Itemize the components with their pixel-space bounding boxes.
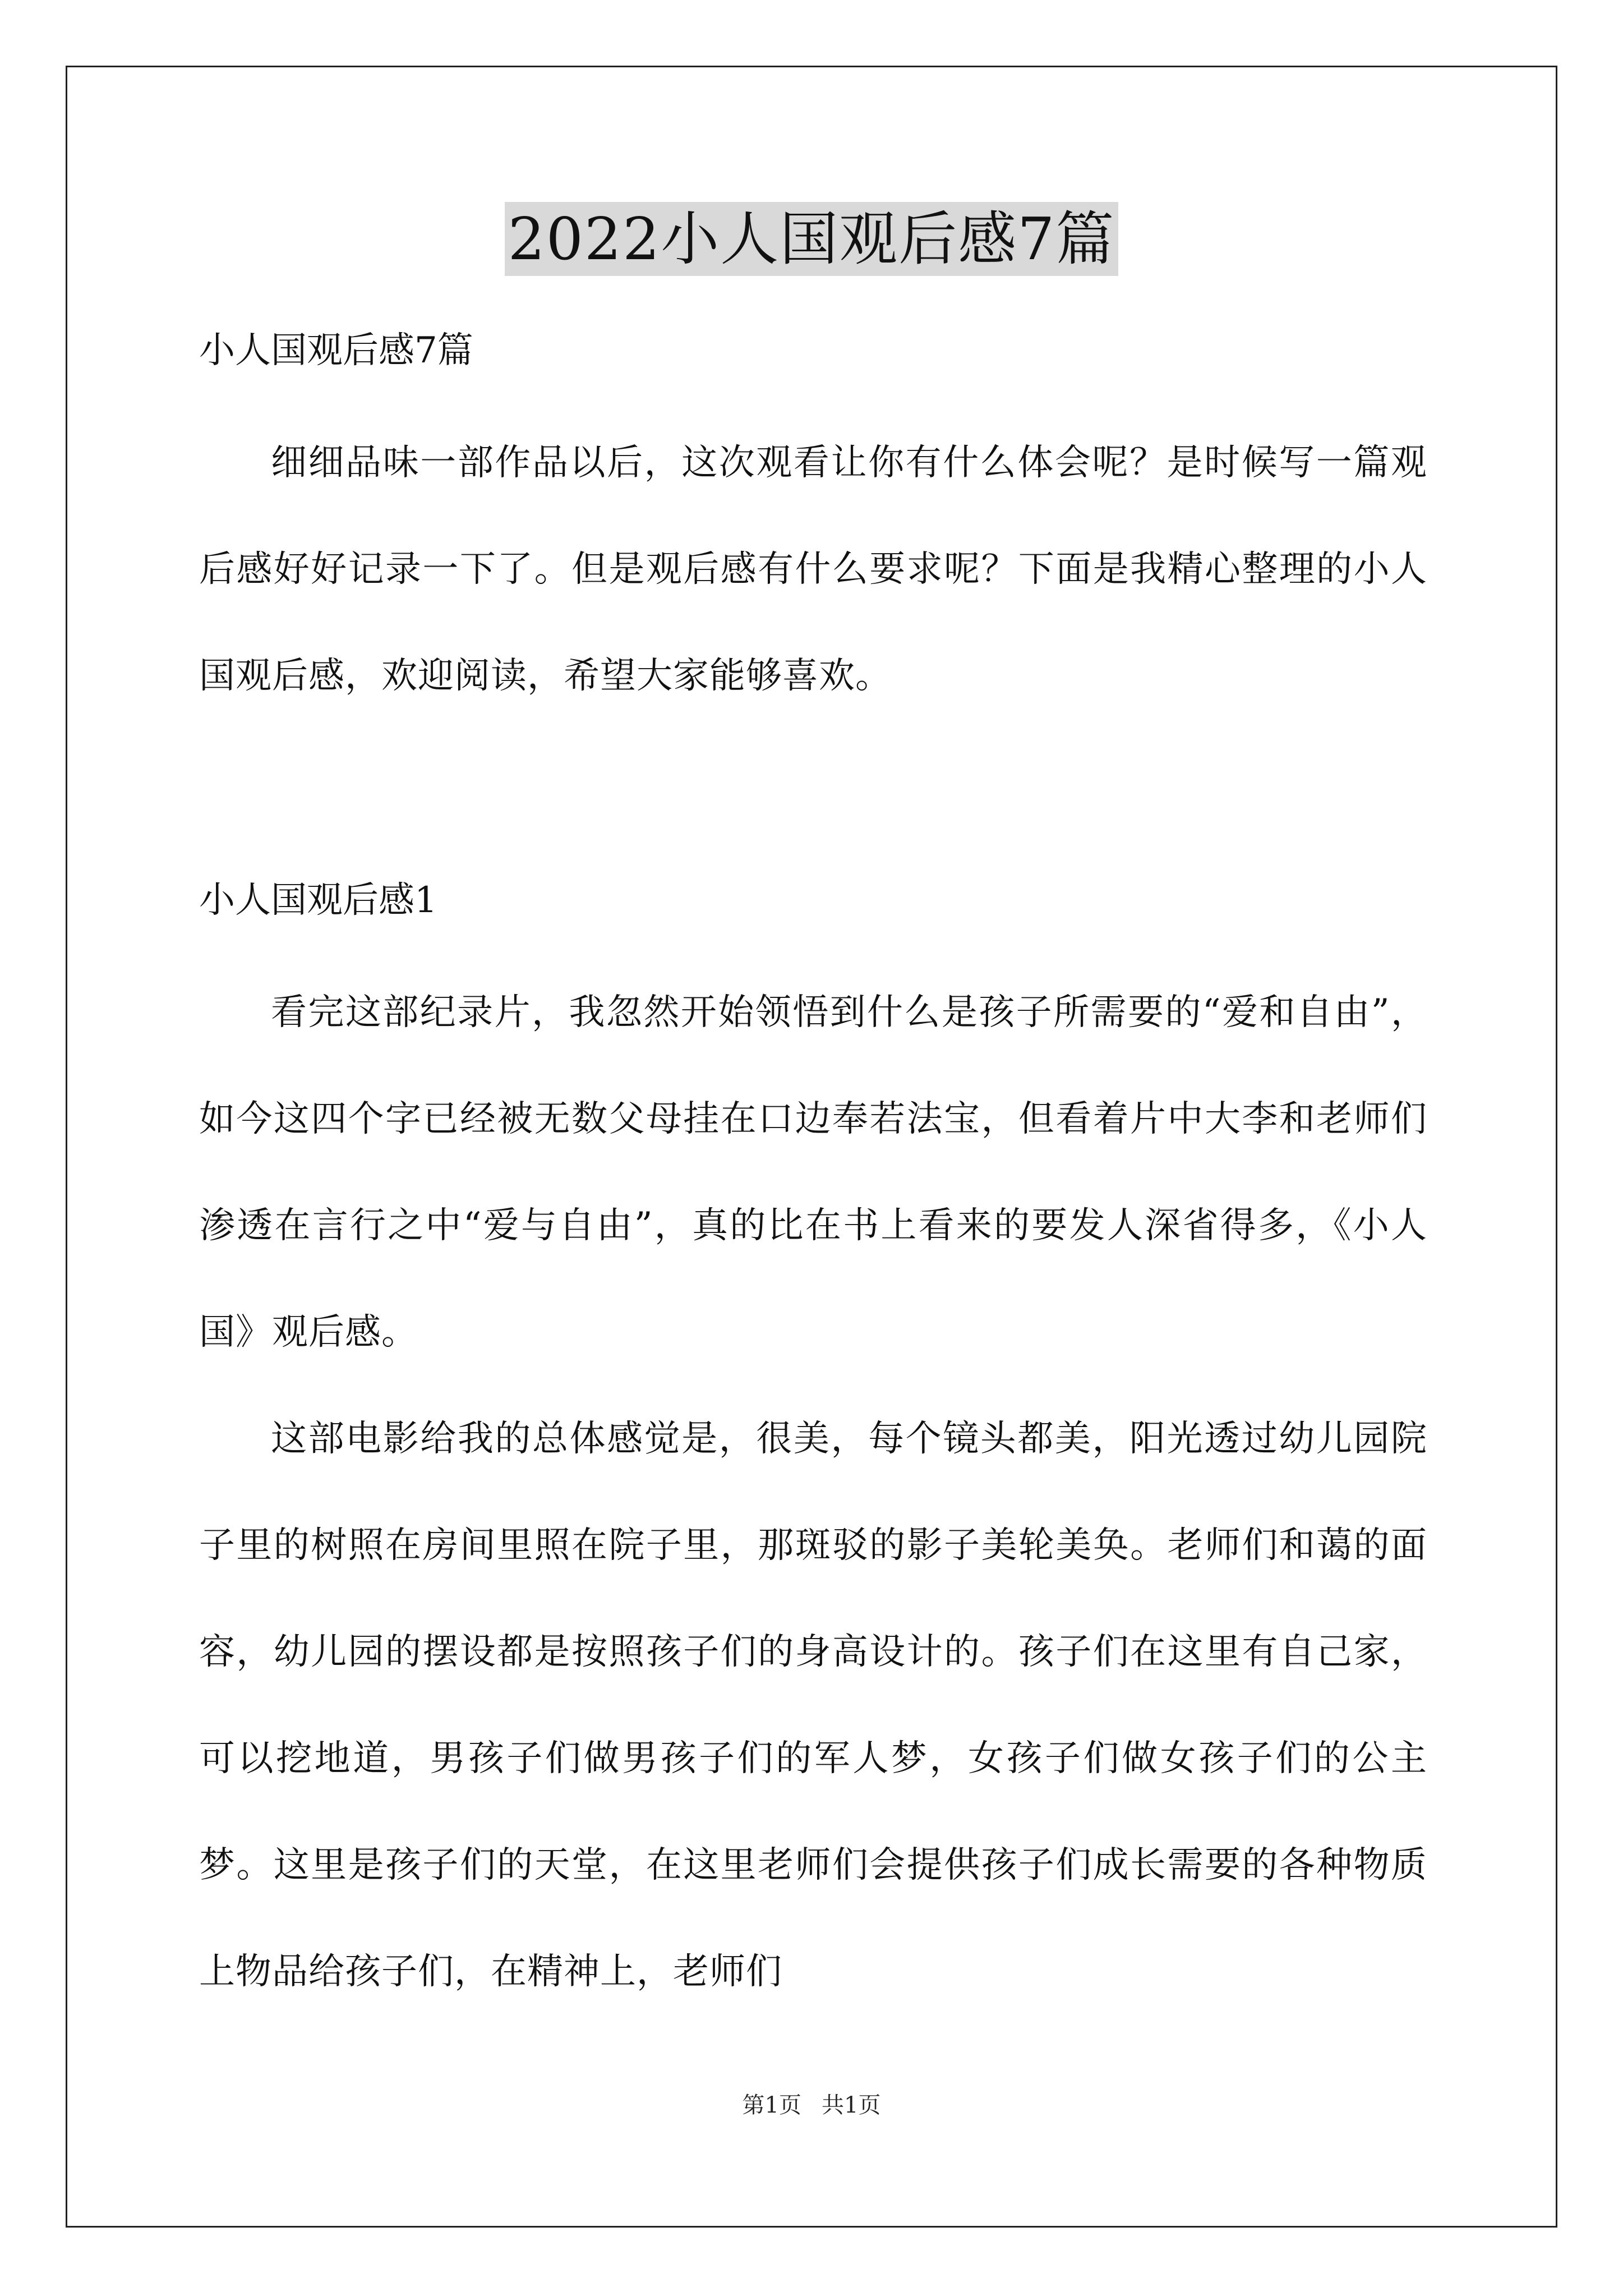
section1-paragraph-2: 这部电影给我的总体感觉是，很美，每个镜头都美，阳光透过幼儿园院子里的树照在房间里照在院子里，那斑驳的影子美轮美奂。老师们和蔼的面容，幼儿园的摆设都是按照孩子们的身高设计的。孩子们在这里有自己家，可以挖地道，男孩子们做男孩子们的军人梦，女孩子们做女孩子们的公主梦。这里是孩子们的天堂，在这里老师们会提供孩子们成长需要的各种物质上物品给孩子们，在精神上，老师们	[199, 1418, 1427, 1993]
intro-heading: 小人国观后感7篇	[199, 330, 473, 371]
section1-heading: 小人国观后感1	[199, 880, 437, 921]
intro-paragraph: 细细品味一部作品以后，这次观看让你有什么体会呢？是时候写一篇观后感好好记录一下了。但是观后感有什么要求呢？下面是我精心整理的小人国观后感，欢迎阅读，希望大家能够喜欢。	[199, 442, 1427, 697]
section1-paragraph-1: 看完这部纪录片，我忽然开始领悟到什么是孩子所需要的“爱和自由”，如今这四个字已经被无数父母挂在口边奉若法宝，但看着片中大李和老师们渗透在言行之中“爱与自由”，真的比在书上看来的要发人深省得多，《小人国》观后感。	[199, 992, 1427, 1353]
page-number: 第1页	[742, 2092, 801, 2118]
document-title: 2022小人国观后感7篇	[505, 202, 1119, 276]
page-total: 共1页	[822, 2092, 881, 2118]
title-container	[0, 202, 1623, 276]
section-spacer	[199, 729, 1427, 841]
document-body	[199, 292, 1427, 2025]
page-footer	[0, 2090, 1623, 2121]
